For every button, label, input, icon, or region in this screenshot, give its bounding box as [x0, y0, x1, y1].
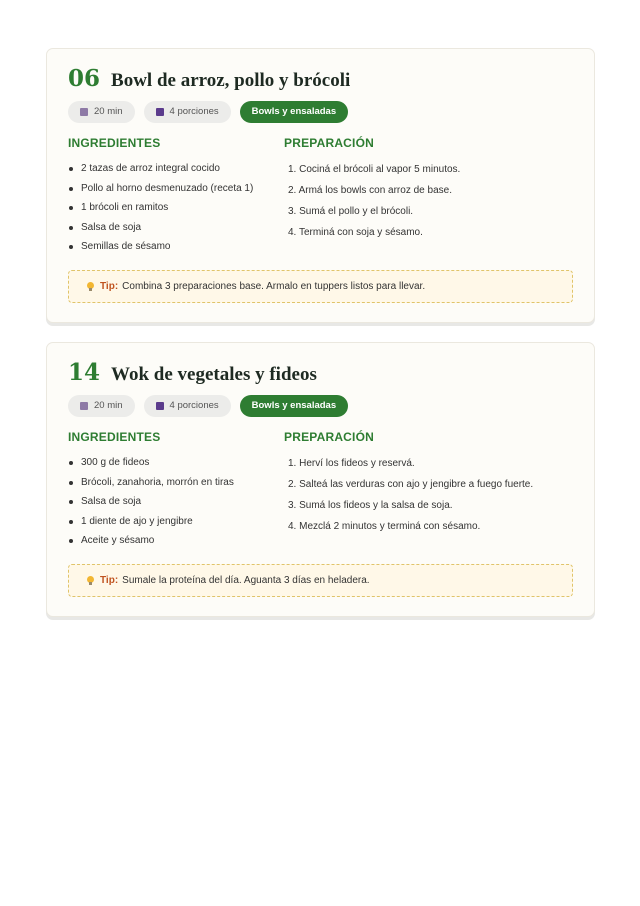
time-value: 20 min — [94, 106, 123, 117]
recipe-header — [68, 65, 573, 99]
ingredient-item: Aceite y sésamo — [68, 531, 284, 551]
recipe-header — [68, 359, 573, 393]
clock-icon — [80, 402, 88, 410]
step-item: 1. Herví los fideos y reservá. — [288, 458, 415, 469]
portions-value: 4 porciones — [169, 106, 219, 117]
recipe-badges — [68, 100, 573, 124]
ingredients-section — [68, 430, 284, 551]
plate-icon — [156, 402, 164, 410]
step-item: 4. Terminá con soja y sésamo. — [288, 227, 423, 238]
recipe-number: 06 — [68, 65, 101, 92]
recipe-number: 14 — [68, 359, 101, 386]
preparation-section — [284, 136, 573, 257]
step-item: 3. Sumá el pollo y el brócoli. — [288, 206, 414, 217]
ingredient-item: Pollo al horno desmenuzado (receta 1) — [68, 179, 284, 199]
portions-badge — [144, 395, 231, 417]
recipe-columns — [68, 430, 573, 551]
lightbulb-icon — [87, 282, 94, 291]
steps-list — [284, 159, 573, 243]
ingredient-item: 1 brócoli en ramitos — [68, 198, 284, 218]
ingredient-item: Brócoli, zanahoria, morrón en tiras — [68, 473, 284, 493]
recipe-columns — [68, 136, 573, 257]
time-badge — [68, 101, 135, 123]
step-item: 1. Cociná el brócoli al vapor 5 minutos. — [288, 164, 461, 175]
tip-label: Tip: — [100, 575, 119, 586]
ingredient-item: Salsa de soja — [68, 492, 284, 512]
time-value: 20 min — [94, 400, 123, 411]
preparation-heading: PREPARACIÓN — [284, 136, 374, 150]
recipe-badges — [68, 394, 573, 418]
step-item: 2. Armá los bowls con arroz de base. — [288, 185, 452, 196]
tip-text: Sumale la proteína del día. Aguanta 3 días en heladera. — [122, 575, 370, 586]
clock-icon — [80, 108, 88, 116]
recipe-title: Wok de vegetales y fideos — [111, 364, 317, 385]
tip-box — [68, 564, 573, 597]
recipe-card — [46, 342, 595, 617]
preparation-section — [284, 430, 573, 551]
steps-list — [284, 453, 573, 537]
lightbulb-icon — [87, 576, 94, 585]
tip-label: Tip: — [100, 281, 119, 292]
ingredients-heading: INGREDIENTES — [68, 430, 161, 444]
time-badge — [68, 395, 135, 417]
tip-box — [68, 270, 573, 303]
ingredients-section — [68, 136, 284, 257]
category-badge: Bowls y ensaladas — [240, 101, 348, 123]
ingredients-list — [68, 159, 284, 257]
ingredient-item: 300 g de fideos — [68, 453, 284, 473]
ingredients-heading: INGREDIENTES — [68, 136, 161, 150]
ingredient-item: Semillas de sésamo — [68, 237, 284, 257]
step-item: 2. Salteá las verduras con ajo y jengibre a fuego fuerte. — [288, 479, 534, 490]
step-item: 4. Mezclá 2 minutos y terminá con sésamo. — [288, 521, 481, 532]
portions-badge — [144, 101, 231, 123]
tip-text: Combina 3 preparaciones base. Armalo en tuppers listos para llevar. — [122, 281, 426, 292]
plate-icon — [156, 108, 164, 116]
ingredient-item: 1 diente de ajo y jengibre — [68, 512, 284, 532]
portions-value: 4 porciones — [169, 400, 219, 411]
recipe-card — [46, 48, 595, 323]
ingredient-item: Salsa de soja — [68, 218, 284, 238]
category-badge: Bowls y ensaladas — [240, 395, 348, 417]
preparation-heading: PREPARACIÓN — [284, 430, 374, 444]
ingredients-list — [68, 453, 284, 551]
step-item: 3. Sumá los fideos y la salsa de soja. — [288, 500, 453, 511]
recipe-title: Bowl de arroz, pollo y brócoli — [111, 70, 351, 91]
ingredient-item: 2 tazas de arroz integral cocido — [68, 159, 284, 179]
